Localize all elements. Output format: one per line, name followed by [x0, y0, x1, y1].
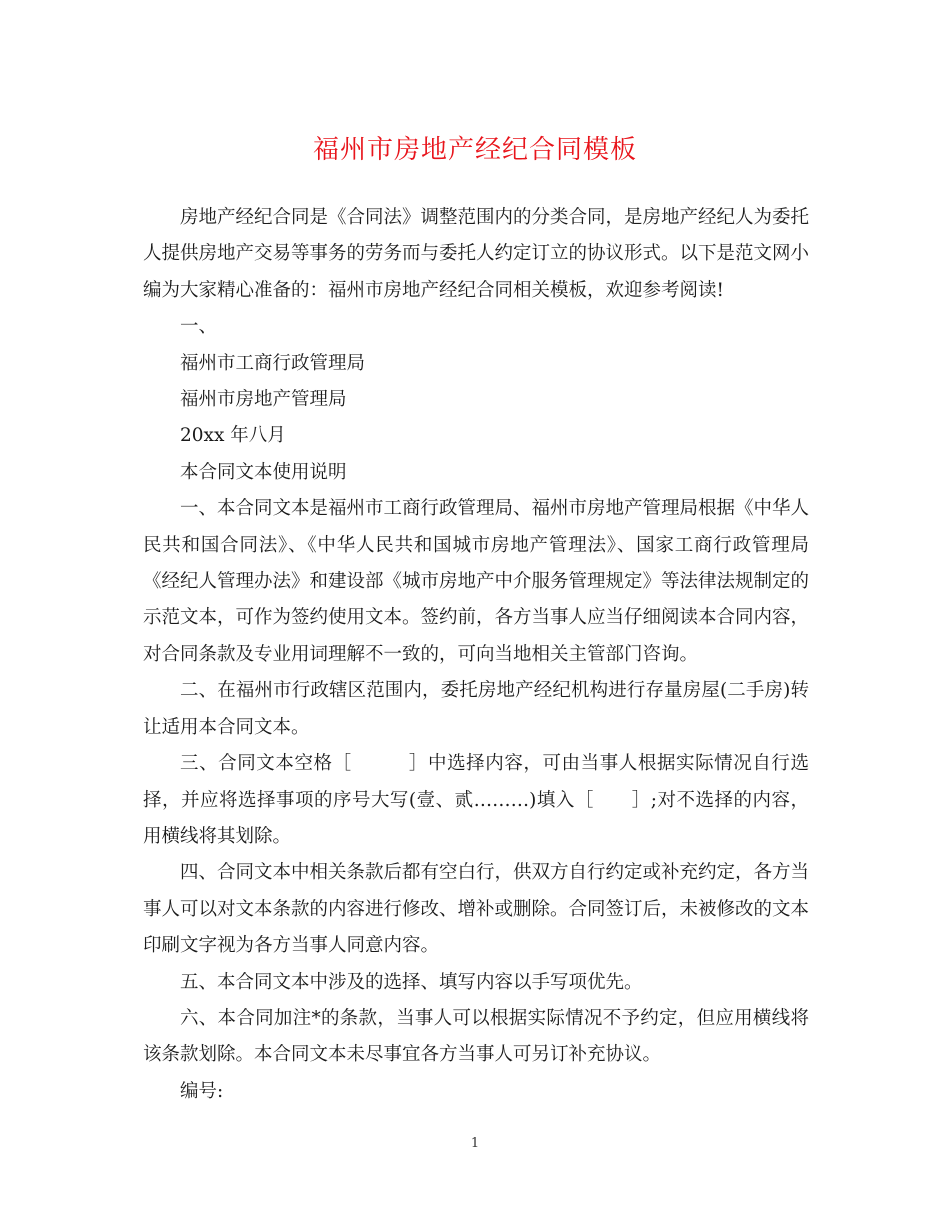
instruction-item-1: 一、本合同文本是福州市工商行政管理局、福州市房地产管理局根据《中华人民共和国合同法》、《中华人民共和国城市房地产管理法》、国家工商行政管理局《经纪人管理办法》和建设部《城市房地产中介服务管理规定》等法律法规制定的示范文本，可作为签约使用文本。签约前，各方当事人应当仔细阅读本合同内容，对合同条款及专业用词理解不一致的，可向当地相关主管部门咨询。 — [143, 498, 810, 665]
page-number: 1 — [470, 1136, 480, 1151]
issuer-line-housing-bureau: 福州市房地产管理局 — [180, 389, 347, 411]
issuer-line-commerce-bureau: 福州市工商行政管理局 — [180, 352, 366, 374]
instruction-item-5: 五、本合同文本中涉及的选择、填写内容以手写项优先。 — [180, 971, 643, 993]
section-heading-one: 一、 — [180, 316, 218, 338]
instruction-item-3: 三、合同文本空格［ ］中选择内容，可由当事人根据实际情况自行选择，并应将选择事项的序号大写(壹、贰………)填入［ ］;对不选择的内容，用横线将其划除。 — [143, 753, 809, 847]
intro-paragraph: 房地产经纪合同是《合同法》调整范围内的分类合同，是房地产经纪人为委托人提供房地产交易等事务的劳务而与委托人约定订立的协议形式。以下是范文网小编为大家精心准备的：福州市房地产经纪合同相关模板，欢迎参考阅读! — [143, 207, 810, 301]
issue-date: 20xx 年八月 — [180, 425, 286, 447]
instruction-item-4: 四、合同文本中相关条款后都有空白行，供双方自行约定或补充约定，各方当事人可以对文本条款的内容进行修改、增补或删除。合同签订后，未被修改的文本印刷文字视为各方当事人同意内容。 — [143, 862, 810, 957]
document-title: 福州市房地产经纪合同模板 — [312, 135, 637, 165]
instructions-heading: 本合同文本使用说明 — [180, 461, 347, 483]
instruction-item-2: 二、在福州市行政辖区范围内，委托房地产经纪机构进行存量房屋(二手房)转让适用本合同文本。 — [143, 680, 809, 738]
document-body — [143, 200, 809, 1110]
instruction-item-6: 六、本合同加注*的条款，当事人可以根据实际情况不予约定，但应用横线将该条款划除。本合同文本未尽事宜各方当事人可另订补充协议。 — [143, 1007, 809, 1066]
serial-number-label: 编号: — [180, 1080, 224, 1102]
